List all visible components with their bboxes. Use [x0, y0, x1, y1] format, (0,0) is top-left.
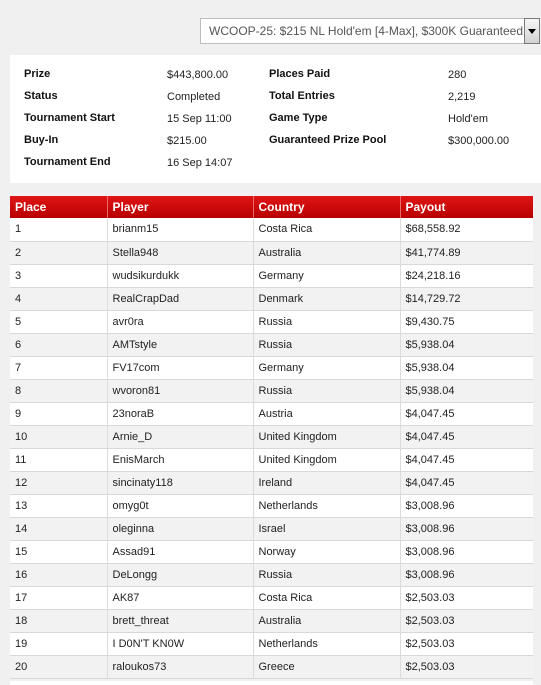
guaranteed-prize-pool-value: $300,000.00 — [448, 135, 510, 147]
cell-player: FV17com — [107, 356, 253, 379]
total-entries-value: 2,219 — [448, 91, 476, 103]
cell-player: EnisMarch — [107, 448, 253, 471]
total-entries-label: Total Entries — [269, 90, 335, 102]
top-bar — [0, 0, 541, 48]
table-row[interactable] — [10, 264, 533, 287]
tournament-select[interactable] — [200, 18, 540, 44]
cell-place: 12 — [10, 471, 107, 494]
cell-place: 17 — [10, 586, 107, 609]
column-header-place[interactable]: Place — [10, 196, 107, 218]
cell-place: 13 — [10, 494, 107, 517]
cell-place: 16 — [10, 563, 107, 586]
table-row[interactable] — [10, 655, 533, 678]
cell-player: AK87 — [107, 586, 253, 609]
status-value: Completed — [167, 91, 221, 103]
cell-payout: $3,008.96 — [400, 494, 533, 517]
cell-player: DeLongg — [107, 563, 253, 586]
cell-player: Assad91 — [107, 540, 253, 563]
cell-payout: $4,047.45 — [400, 448, 533, 471]
cell-player: brett_threat — [107, 609, 253, 632]
cell-place: 15 — [10, 540, 107, 563]
table-row[interactable] — [10, 540, 533, 563]
cell-payout: $2,503.03 — [400, 586, 533, 609]
table-row[interactable] — [10, 310, 533, 333]
tournament-start-label: Tournament Start — [24, 112, 115, 124]
column-header-payout[interactable]: Payout — [400, 196, 533, 218]
next-row-edge — [10, 681, 533, 685]
cell-place: 19 — [10, 632, 107, 655]
table-row[interactable] — [10, 402, 533, 425]
game-type-value: Hold'em — [448, 113, 489, 125]
tournament-end-label: Tournament End — [24, 156, 111, 168]
cell-country: Netherlands — [253, 494, 400, 517]
cell-place: 2 — [10, 241, 107, 264]
column-header-player[interactable]: Player — [107, 196, 253, 218]
cell-country: Russia — [253, 333, 400, 356]
cell-payout: $3,008.96 — [400, 563, 533, 586]
table-row[interactable] — [10, 586, 533, 609]
cell-payout: $2,503.03 — [400, 609, 533, 632]
column-header-country[interactable]: Country — [253, 196, 400, 218]
cell-country: Costa Rica — [253, 218, 400, 241]
cell-place: 6 — [10, 333, 107, 356]
cell-place: 14 — [10, 517, 107, 540]
cell-player: omyg0t — [107, 494, 253, 517]
table-row[interactable] — [10, 356, 533, 379]
table-row[interactable] — [10, 517, 533, 540]
cell-payout: $14,729.72 — [400, 287, 533, 310]
table-row[interactable] — [10, 471, 533, 494]
cell-payout: $5,938.04 — [400, 333, 533, 356]
table-row[interactable] — [10, 218, 533, 241]
cell-place: 18 — [10, 609, 107, 632]
tournament-start-value: 15 Sep 11:00 — [167, 113, 232, 125]
cell-country: United Kingdom — [253, 425, 400, 448]
cell-payout: $5,938.04 — [400, 379, 533, 402]
cell-payout: $41,774.89 — [400, 241, 533, 264]
cell-player: brianm15 — [107, 218, 253, 241]
cell-payout: $2,503.03 — [400, 655, 533, 678]
cell-country: Australia — [253, 241, 400, 264]
cell-country: Germany — [253, 356, 400, 379]
cell-place: 4 — [10, 287, 107, 310]
results-body — [10, 218, 533, 678]
cell-player: RealCrapDad — [107, 287, 253, 310]
cell-player: oleginna — [107, 517, 253, 540]
cell-place: 3 — [10, 264, 107, 287]
cell-country: Russia — [253, 310, 400, 333]
cell-player: 23noraB — [107, 402, 253, 425]
cell-country: Israel — [253, 517, 400, 540]
table-row[interactable] — [10, 609, 533, 632]
buy-in-value: $215.00 — [167, 135, 207, 147]
cell-player: avr0ra — [107, 310, 253, 333]
cell-place: 7 — [10, 356, 107, 379]
cell-payout: $9,430.75 — [400, 310, 533, 333]
cell-country: Australia — [253, 609, 400, 632]
cell-country: Norway — [253, 540, 400, 563]
cell-payout: $24,218.16 — [400, 264, 533, 287]
guaranteed-prize-pool-label: Guaranteed Prize Pool — [269, 134, 387, 146]
cell-country: Austria — [253, 402, 400, 425]
cell-place: 11 — [10, 448, 107, 471]
cell-player: Stella948 — [107, 241, 253, 264]
cell-country: Denmark — [253, 287, 400, 310]
cell-payout: $4,047.45 — [400, 471, 533, 494]
cell-payout: $2,503.03 — [400, 632, 533, 655]
cell-country: Ireland — [253, 471, 400, 494]
tournament-end-value: 16 Sep 14:07 — [167, 157, 233, 169]
table-row[interactable] — [10, 241, 533, 264]
cell-place: 8 — [10, 379, 107, 402]
tournament-select-value: WCOOP-25: $215 NL Hold'em [4-Max], $300K Guaranteed — [209, 24, 523, 38]
cell-country: United Kingdom — [253, 448, 400, 471]
cell-player: wudsikurdukk — [107, 264, 253, 287]
table-row[interactable] — [10, 379, 533, 402]
cell-place: 1 — [10, 218, 107, 241]
cell-payout: $3,008.96 — [400, 517, 533, 540]
prize-value: $443,800.00 — [167, 69, 229, 81]
cell-player: wvoron81 — [107, 379, 253, 402]
cell-player: AMTstyle — [107, 333, 253, 356]
results-table — [10, 196, 533, 679]
table-row[interactable] — [10, 287, 533, 310]
cell-country: Greece — [253, 655, 400, 678]
cell-place: 10 — [10, 425, 107, 448]
cell-payout: $4,047.45 — [400, 425, 533, 448]
cell-player: raloukos73 — [107, 655, 253, 678]
cell-place: 5 — [10, 310, 107, 333]
cell-payout: $68,558.92 — [400, 218, 533, 241]
places-paid-value: 280 — [448, 69, 467, 81]
cell-place: 20 — [10, 655, 107, 678]
cell-place: 9 — [10, 402, 107, 425]
cell-payout: $4,047.45 — [400, 402, 533, 425]
table-row[interactable] — [10, 563, 533, 586]
cell-country: Netherlands — [253, 632, 400, 655]
table-row[interactable] — [10, 333, 533, 356]
tournament-info-panel — [10, 55, 541, 183]
cell-country: Russia — [253, 563, 400, 586]
tournament-select-dropdown-button[interactable] — [524, 18, 540, 44]
chevron-down-icon — [528, 29, 536, 34]
buy-in-label: Buy-In — [24, 134, 59, 146]
table-row[interactable] — [10, 494, 533, 517]
status-label: Status — [24, 90, 58, 102]
table-row[interactable] — [10, 632, 533, 655]
cell-country: Russia — [253, 379, 400, 402]
cell-payout: $3,008.96 — [400, 540, 533, 563]
cell-country: Germany — [253, 264, 400, 287]
cell-player: sincinaty118 — [107, 471, 253, 494]
cell-player: I D0N'T KN0W — [107, 632, 253, 655]
cell-country: Costa Rica — [253, 586, 400, 609]
table-row[interactable] — [10, 425, 533, 448]
results-header-row — [10, 196, 533, 218]
places-paid-label: Places Paid — [269, 68, 331, 80]
cell-player: Arnie_D — [107, 425, 253, 448]
prize-label: Prize — [24, 68, 51, 80]
cell-payout: $5,938.04 — [400, 356, 533, 379]
game-type-label: Game Type — [269, 112, 328, 124]
table-row[interactable] — [10, 448, 533, 471]
